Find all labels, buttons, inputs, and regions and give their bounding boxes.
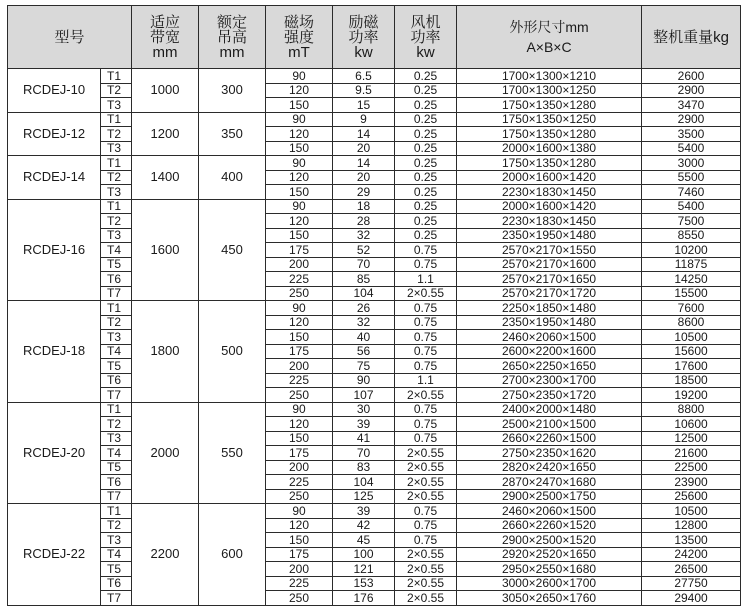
- model-cell: RCDEJ-20: [8, 402, 101, 504]
- fan-power-cell: 0.25: [395, 141, 457, 156]
- fan-power-cell: 2×0.55: [395, 446, 457, 461]
- field-strength-cell: 120: [266, 417, 333, 432]
- weight-cell: 5400: [642, 199, 741, 214]
- excitation-power-cell: 9.5: [333, 83, 395, 98]
- dimensions-cell: 2900×2500×1520: [457, 533, 642, 548]
- fan-power-cell: 0.75: [395, 257, 457, 272]
- dimensions-cell: 2350×1950×1480: [457, 315, 642, 330]
- header-fan-power: 风机 功率 kw: [395, 6, 457, 69]
- weight-cell: 2900: [642, 83, 741, 98]
- dimensions-cell: 2750×2350×1720: [457, 388, 642, 403]
- fan-power-cell: 0.25: [395, 214, 457, 229]
- fan-power-cell: 0.75: [395, 315, 457, 330]
- table-row: [8, 533, 741, 548]
- weight-cell: 27750: [642, 576, 741, 591]
- type-cell: T4: [101, 344, 132, 359]
- weight-cell: 10600: [642, 417, 741, 432]
- type-cell: T2: [101, 170, 132, 185]
- excitation-power-cell: 90: [333, 373, 395, 388]
- table-row: [8, 402, 741, 417]
- dimensions-cell: 2500×2100×1500: [457, 417, 642, 432]
- type-cell: T1: [101, 112, 132, 127]
- lift-height-cell: 350: [199, 112, 266, 156]
- belt-width-cell: 1000: [132, 69, 199, 113]
- belt-width-cell: 1200: [132, 112, 199, 156]
- weight-cell: 17600: [642, 359, 741, 374]
- field-strength-cell: 90: [266, 69, 333, 84]
- excitation-power-cell: 45: [333, 533, 395, 548]
- table-row: [8, 141, 741, 156]
- type-cell: T3: [101, 431, 132, 446]
- dimensions-cell: 2570×2170×1650: [457, 272, 642, 287]
- excitation-power-cell: 32: [333, 228, 395, 243]
- weight-cell: 2900: [642, 112, 741, 127]
- weight-cell: 13500: [642, 533, 741, 548]
- field-strength-cell: 120: [266, 127, 333, 142]
- weight-cell: 3500: [642, 127, 741, 142]
- type-cell: T1: [101, 156, 132, 171]
- table-row: [8, 576, 741, 591]
- excitation-power-cell: 28: [333, 214, 395, 229]
- field-strength-cell: 120: [266, 518, 333, 533]
- fan-power-cell: 0.75: [395, 533, 457, 548]
- excitation-power-cell: 30: [333, 402, 395, 417]
- type-cell: T5: [101, 359, 132, 374]
- table-row: [8, 489, 741, 504]
- field-strength-cell: 120: [266, 315, 333, 330]
- excitation-power-cell: 15: [333, 98, 395, 113]
- header-lift-height: 额定 吊高 mm: [199, 6, 266, 69]
- dimensions-cell: 1750×1350×1280: [457, 156, 642, 171]
- fan-power-cell: 2×0.55: [395, 460, 457, 475]
- table-row: [8, 388, 741, 403]
- dimensions-cell: 1700×1300×1250: [457, 83, 642, 98]
- weight-cell: 3000: [642, 156, 741, 171]
- type-cell: T7: [101, 286, 132, 301]
- lift-height-cell: 450: [199, 199, 266, 301]
- type-cell: T3: [101, 185, 132, 200]
- belt-width-cell: 1600: [132, 199, 199, 301]
- weight-cell: 21600: [642, 446, 741, 461]
- fan-power-cell: 0.25: [395, 228, 457, 243]
- header-field-strength: 磁场 强度 mT: [266, 6, 333, 69]
- excitation-power-cell: 39: [333, 417, 395, 432]
- table-row: [8, 373, 741, 388]
- fan-power-cell: 2×0.55: [395, 591, 457, 606]
- excitation-power-cell: 40: [333, 330, 395, 345]
- dimensions-cell: 2570×2170×1720: [457, 286, 642, 301]
- table-row: [8, 301, 741, 316]
- header-dimensions: 外形尺寸mm A×B×C: [457, 6, 642, 69]
- dimensions-cell: 2570×2170×1600: [457, 257, 642, 272]
- header-row: [8, 6, 741, 69]
- type-cell: T2: [101, 417, 132, 432]
- weight-cell: 22500: [642, 460, 741, 475]
- fan-power-cell: 0.75: [395, 504, 457, 519]
- table-row: [8, 475, 741, 490]
- weight-cell: 10500: [642, 330, 741, 345]
- table-row: [8, 257, 741, 272]
- lift-height-cell: 300: [199, 69, 266, 113]
- table-row: [8, 504, 741, 519]
- excitation-power-cell: 70: [333, 257, 395, 272]
- dimensions-cell: 2000×1600×1380: [457, 141, 642, 156]
- type-cell: T5: [101, 257, 132, 272]
- belt-width-cell: 1800: [132, 301, 199, 403]
- type-cell: T4: [101, 547, 132, 562]
- spec-body: [8, 69, 741, 606]
- field-strength-cell: 150: [266, 431, 333, 446]
- fan-power-cell: 0.25: [395, 69, 457, 84]
- table-row: [8, 127, 741, 142]
- fan-power-cell: 0.25: [395, 83, 457, 98]
- type-cell: T2: [101, 127, 132, 142]
- weight-cell: 8550: [642, 228, 741, 243]
- dimensions-cell: 2230×1830×1450: [457, 185, 642, 200]
- field-strength-cell: 200: [266, 257, 333, 272]
- dimensions-cell: 2460×2060×1500: [457, 330, 642, 345]
- table-row: [8, 330, 741, 345]
- excitation-power-cell: 104: [333, 475, 395, 490]
- type-cell: T3: [101, 98, 132, 113]
- fan-power-cell: 0.25: [395, 112, 457, 127]
- excitation-power-cell: 41: [333, 431, 395, 446]
- weight-cell: 10500: [642, 504, 741, 519]
- weight-cell: 14250: [642, 272, 741, 287]
- excitation-power-cell: 9: [333, 112, 395, 127]
- type-cell: T3: [101, 533, 132, 548]
- type-cell: T3: [101, 228, 132, 243]
- dimensions-cell: 2400×2000×1480: [457, 402, 642, 417]
- fan-power-cell: 2×0.55: [395, 388, 457, 403]
- fan-power-cell: 0.75: [395, 359, 457, 374]
- fan-power-cell: 1.1: [395, 373, 457, 388]
- excitation-power-cell: 20: [333, 170, 395, 185]
- excitation-power-cell: 20: [333, 141, 395, 156]
- type-cell: T1: [101, 301, 132, 316]
- field-strength-cell: 90: [266, 504, 333, 519]
- header-weight: 整机重量kg: [642, 6, 741, 69]
- field-strength-cell: 90: [266, 112, 333, 127]
- excitation-power-cell: 121: [333, 562, 395, 577]
- type-cell: T2: [101, 214, 132, 229]
- weight-cell: 8600: [642, 315, 741, 330]
- table-row: [8, 286, 741, 301]
- fan-power-cell: 2×0.55: [395, 489, 457, 504]
- dimensions-cell: 3000×2600×1700: [457, 576, 642, 591]
- excitation-power-cell: 107: [333, 388, 395, 403]
- excitation-power-cell: 14: [333, 156, 395, 171]
- field-strength-cell: 150: [266, 533, 333, 548]
- field-strength-cell: 90: [266, 402, 333, 417]
- table-row: [8, 431, 741, 446]
- lift-height-cell: 400: [199, 156, 266, 200]
- lift-height-cell: 600: [199, 504, 266, 606]
- field-strength-cell: 150: [266, 141, 333, 156]
- type-cell: T6: [101, 272, 132, 287]
- type-cell: T2: [101, 83, 132, 98]
- header-excitation-power: 励磁 功率 kw: [333, 6, 395, 69]
- field-strength-cell: 200: [266, 562, 333, 577]
- table-row: [8, 315, 741, 330]
- table-row: [8, 185, 741, 200]
- dimensions-cell: 2570×2170×1550: [457, 243, 642, 258]
- field-strength-cell: 250: [266, 591, 333, 606]
- excitation-power-cell: 52: [333, 243, 395, 258]
- table-row: [8, 243, 741, 258]
- field-strength-cell: 150: [266, 98, 333, 113]
- table-row: [8, 228, 741, 243]
- table-row: [8, 199, 741, 214]
- dimensions-cell: 2460×2060×1500: [457, 504, 642, 519]
- fan-power-cell: 0.25: [395, 170, 457, 185]
- dimensions-cell: 2750×2350×1620: [457, 446, 642, 461]
- fan-power-cell: 0.75: [395, 431, 457, 446]
- table-row: [8, 272, 741, 287]
- dimensions-cell: 2600×2200×1600: [457, 344, 642, 359]
- field-strength-cell: 120: [266, 170, 333, 185]
- table-row: [8, 547, 741, 562]
- table-row: [8, 417, 741, 432]
- weight-cell: 12500: [642, 431, 741, 446]
- field-strength-cell: 175: [266, 344, 333, 359]
- lift-height-cell: 550: [199, 402, 266, 504]
- field-strength-cell: 150: [266, 228, 333, 243]
- weight-cell: 15600: [642, 344, 741, 359]
- table-row: [8, 359, 741, 374]
- weight-cell: 18500: [642, 373, 741, 388]
- type-cell: T3: [101, 141, 132, 156]
- type-cell: T2: [101, 518, 132, 533]
- field-strength-cell: 175: [266, 547, 333, 562]
- field-strength-cell: 225: [266, 272, 333, 287]
- dimensions-cell: 2920×2520×1650: [457, 547, 642, 562]
- field-strength-cell: 200: [266, 460, 333, 475]
- excitation-power-cell: 6.5: [333, 69, 395, 84]
- excitation-power-cell: 83: [333, 460, 395, 475]
- weight-cell: 5400: [642, 141, 741, 156]
- table-row: [8, 214, 741, 229]
- fan-power-cell: 0.25: [395, 185, 457, 200]
- type-cell: T7: [101, 388, 132, 403]
- excitation-power-cell: 100: [333, 547, 395, 562]
- dimensions-cell: 2000×1600×1420: [457, 199, 642, 214]
- excitation-power-cell: 125: [333, 489, 395, 504]
- excitation-power-cell: 56: [333, 344, 395, 359]
- weight-cell: 26500: [642, 562, 741, 577]
- spec-table: [7, 5, 741, 606]
- weight-cell: 19200: [642, 388, 741, 403]
- table-row: [8, 170, 741, 185]
- fan-power-cell: 0.75: [395, 344, 457, 359]
- fan-power-cell: 2×0.55: [395, 547, 457, 562]
- dimensions-cell: 2000×1600×1420: [457, 170, 642, 185]
- dimensions-cell: 2900×2500×1750: [457, 489, 642, 504]
- table-row: [8, 344, 741, 359]
- weight-cell: 7600: [642, 301, 741, 316]
- model-cell: RCDEJ-18: [8, 301, 101, 403]
- weight-cell: 7500: [642, 214, 741, 229]
- field-strength-cell: 250: [266, 388, 333, 403]
- field-strength-cell: 175: [266, 243, 333, 258]
- header-model: 型号: [8, 6, 132, 69]
- model-cell: RCDEJ-10: [8, 69, 101, 113]
- table-row: [8, 591, 741, 606]
- field-strength-cell: 225: [266, 373, 333, 388]
- table-row: [8, 156, 741, 171]
- fan-power-cell: 2×0.55: [395, 475, 457, 490]
- field-strength-cell: 90: [266, 301, 333, 316]
- dimensions-cell: 1750×1350×1280: [457, 98, 642, 113]
- type-cell: T1: [101, 402, 132, 417]
- weight-cell: 7460: [642, 185, 741, 200]
- table-row: [8, 460, 741, 475]
- weight-cell: 23900: [642, 475, 741, 490]
- fan-power-cell: 2×0.55: [395, 576, 457, 591]
- field-strength-cell: 120: [266, 214, 333, 229]
- type-cell: T6: [101, 576, 132, 591]
- fan-power-cell: 0.25: [395, 156, 457, 171]
- model-cell: RCDEJ-12: [8, 112, 101, 156]
- fan-power-cell: 2×0.55: [395, 286, 457, 301]
- dimensions-cell: 2230×1830×1450: [457, 214, 642, 229]
- dimensions-cell: 1700×1300×1210: [457, 69, 642, 84]
- excitation-power-cell: 42: [333, 518, 395, 533]
- weight-cell: 5500: [642, 170, 741, 185]
- table-row: [8, 562, 741, 577]
- excitation-power-cell: 176: [333, 591, 395, 606]
- type-cell: T7: [101, 591, 132, 606]
- fan-power-cell: 0.25: [395, 127, 457, 142]
- fan-power-cell: 0.75: [395, 518, 457, 533]
- model-cell: RCDEJ-14: [8, 156, 101, 200]
- fan-power-cell: 0.75: [395, 330, 457, 345]
- lift-height-cell: 500: [199, 301, 266, 403]
- field-strength-cell: 90: [266, 156, 333, 171]
- type-cell: T5: [101, 562, 132, 577]
- weight-cell: 11875: [642, 257, 741, 272]
- dimensions-cell: 2950×2550×1680: [457, 562, 642, 577]
- weight-cell: 25600: [642, 489, 741, 504]
- type-cell: T1: [101, 199, 132, 214]
- table-row: [8, 98, 741, 113]
- type-cell: T7: [101, 489, 132, 504]
- weight-cell: 15500: [642, 286, 741, 301]
- type-cell: T5: [101, 460, 132, 475]
- field-strength-cell: 120: [266, 83, 333, 98]
- field-strength-cell: 200: [266, 359, 333, 374]
- excitation-power-cell: 18: [333, 199, 395, 214]
- field-strength-cell: 250: [266, 286, 333, 301]
- field-strength-cell: 225: [266, 576, 333, 591]
- field-strength-cell: 250: [266, 489, 333, 504]
- dimensions-cell: 2660×2260×1520: [457, 518, 642, 533]
- weight-cell: 24200: [642, 547, 741, 562]
- weight-cell: 8800: [642, 402, 741, 417]
- type-cell: T6: [101, 373, 132, 388]
- dimensions-cell: 2820×2420×1650: [457, 460, 642, 475]
- fan-power-cell: 2×0.55: [395, 562, 457, 577]
- dimensions-cell: 1750×1350×1280: [457, 127, 642, 142]
- fan-power-cell: 0.25: [395, 98, 457, 113]
- dimensions-cell: 2250×1850×1480: [457, 301, 642, 316]
- model-cell: RCDEJ-22: [8, 504, 101, 606]
- weight-cell: 29400: [642, 591, 741, 606]
- excitation-power-cell: 104: [333, 286, 395, 301]
- type-cell: T3: [101, 330, 132, 345]
- type-cell: T4: [101, 243, 132, 258]
- excitation-power-cell: 14: [333, 127, 395, 142]
- dimensions-cell: 1750×1350×1250: [457, 112, 642, 127]
- excitation-power-cell: 85: [333, 272, 395, 287]
- type-cell: T1: [101, 504, 132, 519]
- belt-width-cell: 2200: [132, 504, 199, 606]
- dimensions-cell: 2650×2250×1650: [457, 359, 642, 374]
- excitation-power-cell: 75: [333, 359, 395, 374]
- fan-power-cell: 0.75: [395, 301, 457, 316]
- fan-power-cell: 0.75: [395, 402, 457, 417]
- field-strength-cell: 225: [266, 475, 333, 490]
- excitation-power-cell: 29: [333, 185, 395, 200]
- table-row: [8, 112, 741, 127]
- field-strength-cell: 175: [266, 446, 333, 461]
- dimensions-cell: 2870×2470×1680: [457, 475, 642, 490]
- type-cell: T6: [101, 475, 132, 490]
- field-strength-cell: 150: [266, 330, 333, 345]
- belt-width-cell: 1400: [132, 156, 199, 200]
- weight-cell: 12800: [642, 518, 741, 533]
- table-row: [8, 518, 741, 533]
- table-row: [8, 69, 741, 84]
- fan-power-cell: 0.25: [395, 199, 457, 214]
- fan-power-cell: 0.75: [395, 417, 457, 432]
- excitation-power-cell: 32: [333, 315, 395, 330]
- type-cell: T1: [101, 69, 132, 84]
- weight-cell: 2600: [642, 69, 741, 84]
- excitation-power-cell: 153: [333, 576, 395, 591]
- fan-power-cell: 1.1: [395, 272, 457, 287]
- fan-power-cell: 0.75: [395, 243, 457, 258]
- type-cell: T2: [101, 315, 132, 330]
- excitation-power-cell: 26: [333, 301, 395, 316]
- field-strength-cell: 90: [266, 199, 333, 214]
- table-row: [8, 446, 741, 461]
- dimensions-cell: 2700×2300×1700: [457, 373, 642, 388]
- excitation-power-cell: 70: [333, 446, 395, 461]
- table-row: [8, 83, 741, 98]
- weight-cell: 3470: [642, 98, 741, 113]
- dimensions-cell: 2350×1950×1480: [457, 228, 642, 243]
- weight-cell: 10200: [642, 243, 741, 258]
- dimensions-cell: 3050×2650×1760: [457, 591, 642, 606]
- dimensions-cell: 2660×2260×1500: [457, 431, 642, 446]
- model-cell: RCDEJ-16: [8, 199, 101, 301]
- excitation-power-cell: 39: [333, 504, 395, 519]
- field-strength-cell: 150: [266, 185, 333, 200]
- belt-width-cell: 2000: [132, 402, 199, 504]
- header-belt-width: 适应 带宽 mm: [132, 6, 199, 69]
- type-cell: T4: [101, 446, 132, 461]
